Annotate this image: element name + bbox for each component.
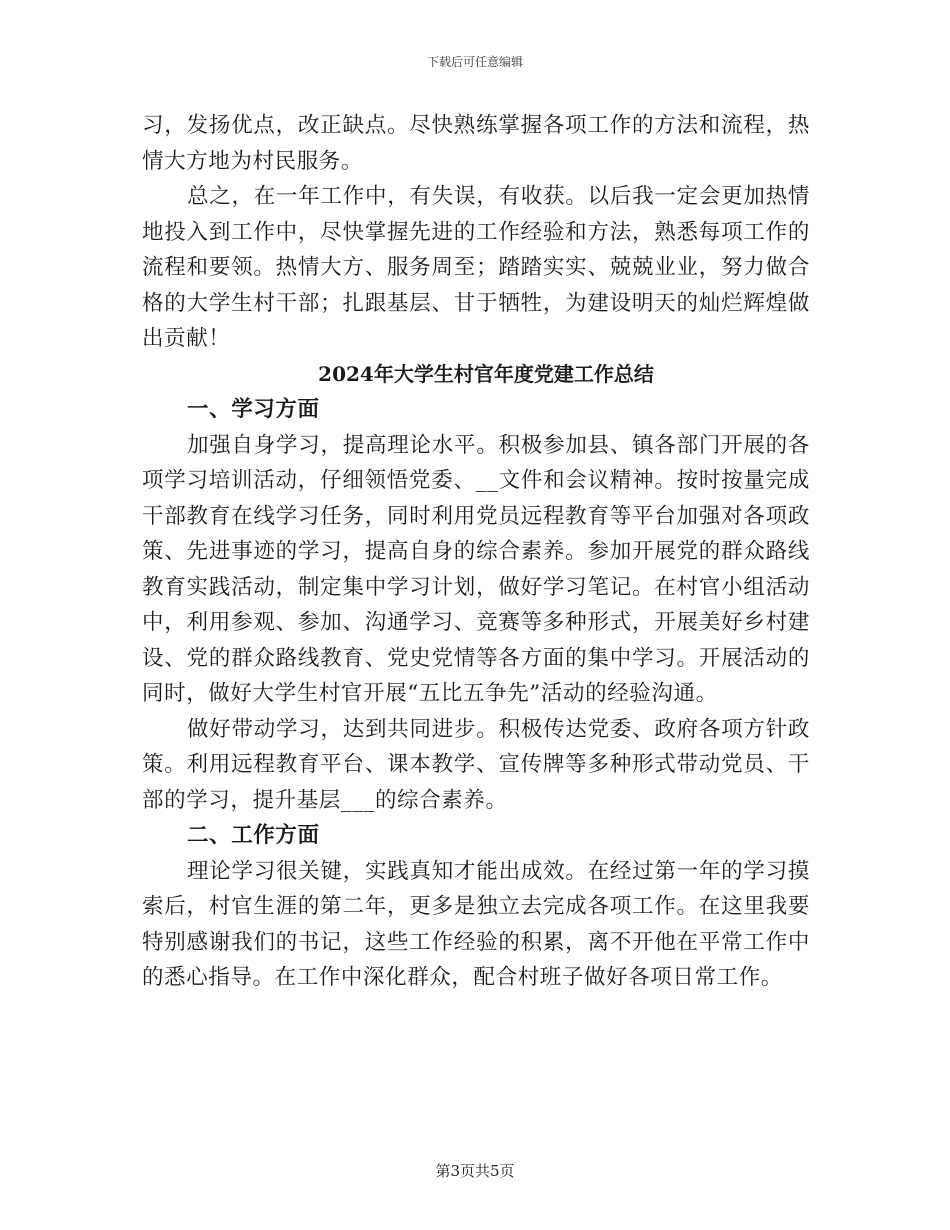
- section-heading-study: 一、学习方面: [187, 397, 320, 422]
- section-heading-work: 二、工作方面: [187, 823, 320, 848]
- paragraph-conclusion: 总之，在一年工作中，有失误，有收获。以后我一定会更加热情地投入到工作中，尽快掌握先进的工作经验和方法，熟悉每项工作的流程和要领。热情大方、服务周至；踏踏实实、兢兢业业，努力做合格的大学生村干部；扎跟基层、甘于牺牲，为建设明天的灿烂辉煌做出贡献！: [142, 184, 810, 351]
- paragraph-study-2: 做好带动学习，达到共同进步。积极传达党委、政府各项方针政策。利用远程教育平台、课本教学、宣传牌等多种形式带动党员、干部的学习，提升基层___的综合素养。: [142, 716, 810, 813]
- page-number: 第3页共5页: [435, 1162, 515, 1180]
- paragraph-work-1: 理论学习很关键，实践真知才能出成效。在经过第一年的学习摸索后，村官生涯的第二年，更多是独立去完成各项工作。在这里我要特别感谢我们的书记，这些工作经验的积累，离不开他在平常工作中的悉心指导。在工作中深化群众，配合村班子做好各项日常工作。: [142, 858, 810, 990]
- page-header: 下载后可任意编辑: [426, 55, 523, 69]
- document-body: [142, 108, 810, 996]
- paragraph-continued: 习，发扬优点，改正缺点。尽快熟练掌握各项工作的方法和流程，热情大方地为村民服务。: [142, 113, 810, 174]
- paragraph-study-1: 加强自身学习，提高理论水平。积极参加县、镇各部门开展的各项学习培训活动，仔细领悟党委、__文件和会议精神。按时按量完成干部教育在线学习任务，同时利用党员远程教育等平台加强对各项政策、先进事迹的学习，提高自身的综合素养。参加开展党的群众路线教育实践活动，制定集中学习计划，做好学习笔记。在村官小组活动中，利用参观、参加、沟通学习、竞赛等多种形式，开展美好乡村建设、党的群众路线教育、党史党情等各方面的集中学习。开展活动的同时，做好大学生村官开展“五比五争先”活动的经验沟通。: [142, 432, 810, 706]
- document-title: 2024年大学生村官年度党建工作总结: [318, 361, 654, 386]
